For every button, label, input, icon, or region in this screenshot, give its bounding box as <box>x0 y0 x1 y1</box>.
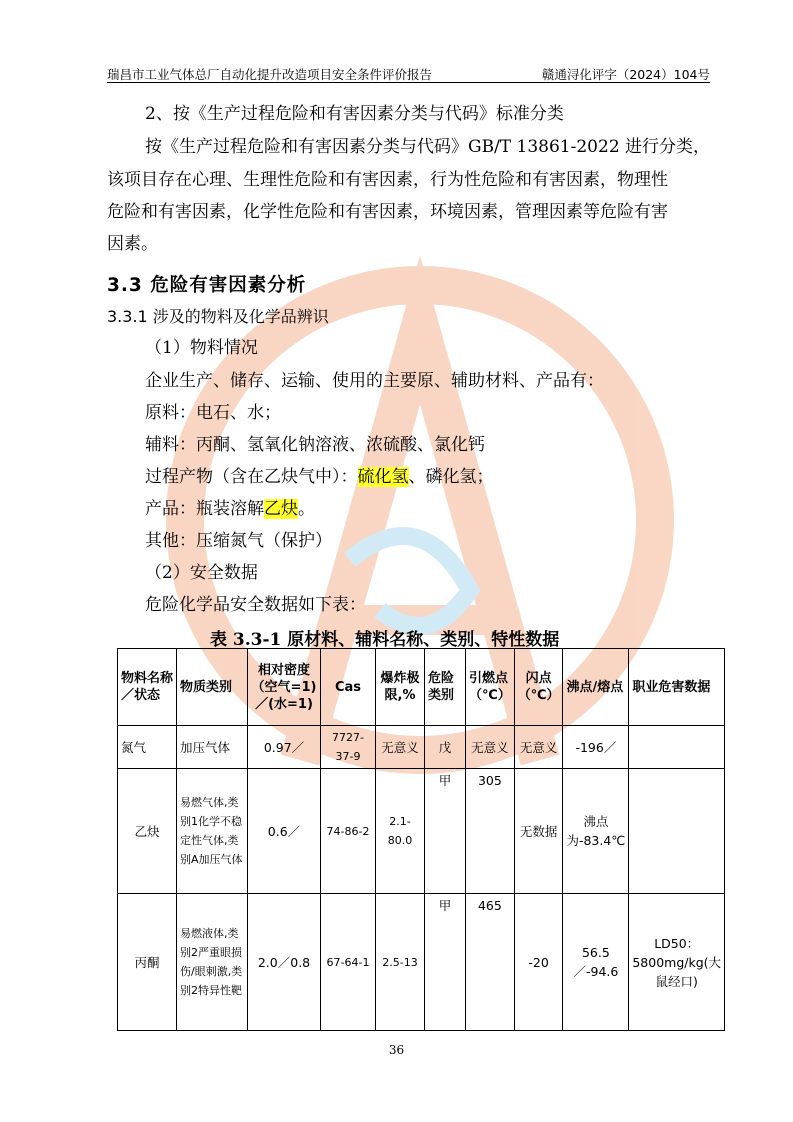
paragraph-line: 危险和有害因素，化学性危险和有害因素，环境因素，管理因素等危险有害 <box>107 202 668 222</box>
materials-table <box>117 648 725 1031</box>
table-header: 相对密度（空气=1)／(水=1) <box>248 649 321 726</box>
table-cell: 戊 <box>425 726 466 769</box>
table-header: 闪点（℃） <box>514 649 563 726</box>
table-cell: 甲 <box>425 769 466 894</box>
text-span: 过程产物（含在乙炔气中）： <box>145 467 358 487</box>
process-products-line <box>145 467 494 487</box>
table-cell: 无意义 <box>514 726 563 769</box>
paragraph-line: 按《生产过程危险和有害因素分类与代码》GB/T 13861-2022 进行分类， <box>145 137 711 157</box>
highlight-acetylene: 乙炔 <box>264 499 298 519</box>
table-cell <box>629 726 725 769</box>
table-cell: -196／ <box>563 726 629 769</box>
table-cell: -20 <box>514 894 563 1031</box>
text-span: 。 <box>298 499 315 519</box>
table-cell: 无数据 <box>514 769 563 894</box>
section-heading: 3.3 危险有害因素分析 <box>107 275 307 296</box>
table-caption: 表 3.3-1 原材料、辅料名称、类别、特性数据 <box>210 630 560 650</box>
text-span: 产品：瓶装溶解 <box>145 499 264 519</box>
page-header <box>107 64 710 83</box>
table-header: 职业危害数据 <box>629 649 725 726</box>
raw-materials-line: 原料：电石、水； <box>145 403 281 423</box>
table-row <box>118 726 725 769</box>
table-cell: 甲 <box>425 894 466 1031</box>
header-title: 瑞昌市工业气体总厂自动化提升改造项目安全条件评价报告 <box>107 67 433 82</box>
page-number: 36 <box>388 1043 405 1057</box>
table-cell: 2.5-13 <box>376 894 425 1031</box>
header-doc-number: 赣通浔化评字（2024）104号 <box>541 67 710 82</box>
table-cell: 易燃气体,类别1化学不稳定性气体,类别A加压气体 <box>177 769 248 894</box>
subsection-heading: 3.3.1 涉及的物料及化学品辨识 <box>107 307 329 326</box>
table-cell: 0.97／ <box>248 726 321 769</box>
table-cell: 74-86-2 <box>321 769 376 894</box>
table-cell: 67-64-1 <box>321 894 376 1031</box>
material-situation-heading: （1）物料情况 <box>145 338 258 358</box>
safety-data-heading: （2）安全数据 <box>145 563 258 583</box>
table-cell: 305 <box>466 769 515 894</box>
table-cell: 沸点为-83.4℃ <box>563 769 629 894</box>
paragraph-line: 企业生产、储存、运输、使用的主要原、辅助材料、产品有： <box>145 371 604 391</box>
table-cell: LD50：5800mg/kg(大鼠经口) <box>629 894 725 1031</box>
table-row <box>118 769 725 894</box>
table-cell: 乙炔 <box>118 769 177 894</box>
highlight-h2s: 硫化氢 <box>357 467 409 487</box>
paragraph-classification-heading: 2、按《生产过程危险和有害因素分类与代码》标准分类 <box>145 104 564 124</box>
table-cell: 加压气体 <box>177 726 248 769</box>
table-cell: 无意义 <box>376 726 425 769</box>
table-header: Cas <box>321 649 376 726</box>
text-span: 、磷化氢； <box>408 467 494 487</box>
paragraph-line: 该项目存在心理、生理性危险和有害因素，行为性危险和有害因素，物理性 <box>107 170 668 190</box>
table-header: 沸点/熔点 <box>563 649 629 726</box>
auxiliary-materials-line: 辅料：丙酮、氢氧化钠溶液、浓硫酸、氯化钙 <box>145 435 485 455</box>
table-cell <box>629 769 725 894</box>
table-cell: 氮气 <box>118 726 177 769</box>
table-cell: 7727-37-9 <box>321 726 376 769</box>
table-header: 危险类别 <box>425 649 466 726</box>
table-row <box>118 894 725 1031</box>
table-cell: 易燃液体,类别2严重眼损伤/眼刺激,类别2特异性靶 <box>177 894 248 1031</box>
table-cell: 无意义 <box>466 726 515 769</box>
table-header: 引燃点（℃） <box>466 649 515 726</box>
other-materials-line: 其他：压缩氮气（保护） <box>145 531 332 551</box>
table-header: 物质类别 <box>177 649 248 726</box>
product-line <box>145 499 315 519</box>
table-cell: 0.6／ <box>248 769 321 894</box>
table-cell: 465 <box>466 894 515 1031</box>
table-cell: 2.1-80.0 <box>376 769 425 894</box>
paragraph-line: 危险化学品安全数据如下表： <box>145 595 366 615</box>
table-cell: 丙酮 <box>118 894 177 1031</box>
table-header: 物料名称／状态 <box>118 649 177 726</box>
table-cell: 56.5／-94.6 <box>563 894 629 1031</box>
paragraph-line: 因素。 <box>107 234 158 254</box>
table-cell: 2.0／0.8 <box>248 894 321 1031</box>
table-header-row <box>118 649 725 726</box>
table-header: 爆炸极限,% <box>376 649 425 726</box>
